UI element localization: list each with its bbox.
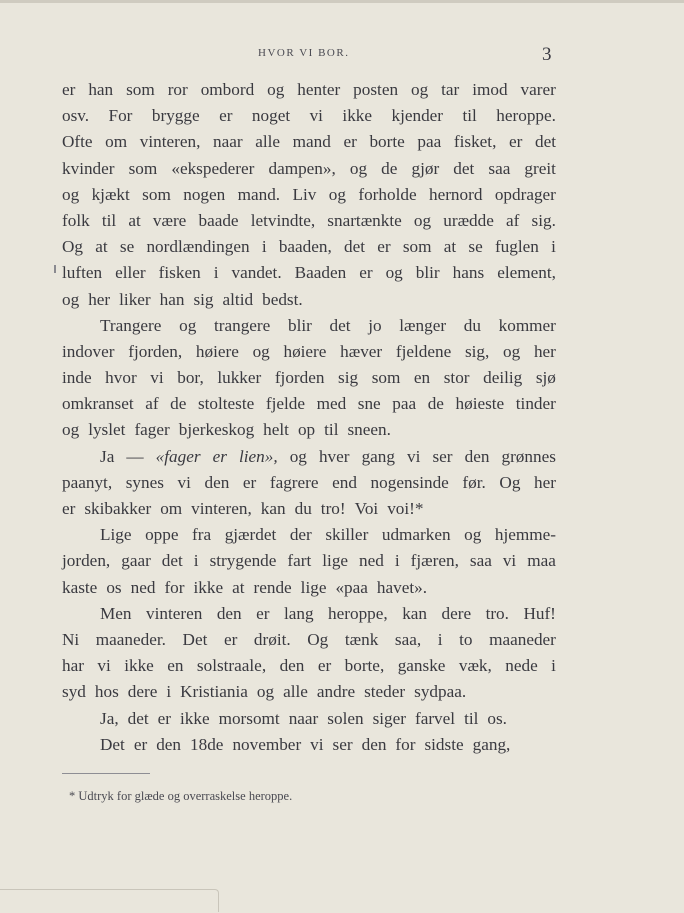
- text-line: og kjækt som nogen mand. Liv og forholde hernord opdrager: [62, 184, 556, 204]
- text-line: og lyslet fager bjerkeskog helt op til sneen.: [62, 420, 391, 440]
- scan-edge-mark: [0, 889, 219, 912]
- print-fleck: [54, 265, 56, 273]
- text-line: folk til at være baade letvindte, snartænkte og urædde af sig.: [62, 210, 556, 230]
- page-number: 3: [542, 44, 552, 65]
- text-line: inde hvor vi bor, lukker fjorden sig som en stor deilig sjø: [62, 368, 556, 388]
- text-line: Ni maaneder. Det er drøit. Og tænk saa, i to maaneder: [62, 629, 556, 649]
- page-top-edge: [0, 0, 684, 3]
- text-line: Og at se nordlændingen i baaden, det er som at se fuglen i: [62, 237, 556, 257]
- text-line: kaste os ned for ikke at rende lige «paa havet».: [62, 577, 428, 597]
- text-line: Men vinteren den er lang heroppe, kan dere tro. Huf!: [100, 603, 556, 623]
- text-line: omkranset af de stolteste fjelde med sne paa de høieste tinder: [62, 394, 556, 414]
- text-line: paanyt, synes vi den er fagrere end nogensinde før. Og her: [62, 472, 556, 492]
- text-line: har vi ikke en solstraale, den er borte, ganske væk, nede i: [62, 656, 556, 676]
- text-line: osv. For brygge er noget vi ikke kjender til heroppe.: [62, 106, 556, 126]
- text-line: Ofte om vinteren, naar alle mand er borte paa fisket, er det: [62, 132, 556, 152]
- running-title: HVOR VI BOR.: [258, 47, 350, 59]
- footnote-rule: [62, 773, 150, 774]
- text-line: syd hos dere i Kristiania og alle andre steder sydpaa.: [62, 682, 467, 702]
- footnote: * Udtryk for glæde og overraskelse heroppe.: [69, 789, 293, 803]
- page-header: [0, 45, 684, 65]
- text-line: indover fjorden, høiere og høiere hæver fjeldene sig, og her: [62, 341, 556, 361]
- text-line: er skibakker om vinteren, kan du tro! Voi voi!*: [62, 499, 424, 518]
- text-line: luften eller fisken i vandet. Baaden er og blir hans element,: [62, 263, 556, 283]
- text-line: jorden, gaar det i strygende fart lige ned i fjæren, saa vi maa: [62, 551, 556, 571]
- text-line: er han som ror ombord og henter posten og tar imod varer: [62, 80, 556, 99]
- text-line: kvinder som «ekspederer dampen», og de gjør det saa greit: [62, 158, 556, 178]
- text-line: og her liker han sig altid bedst.: [62, 289, 303, 309]
- text-line: Lige oppe fra gjærdet der skiller udmarken og hjemme-: [100, 525, 556, 545]
- text-line: Ja — «fager er lien», og hver gang vi ser den grønnes: [100, 446, 556, 466]
- text-line: Ja, det er ikke morsomt naar solen siger farvel til os.: [100, 708, 507, 728]
- body-text: [62, 77, 556, 758]
- text-line: Trangere og trangere blir det jo længer du kommer: [100, 315, 556, 335]
- text-line: Det er den 18de november vi ser den for sidste gang,: [100, 734, 511, 754]
